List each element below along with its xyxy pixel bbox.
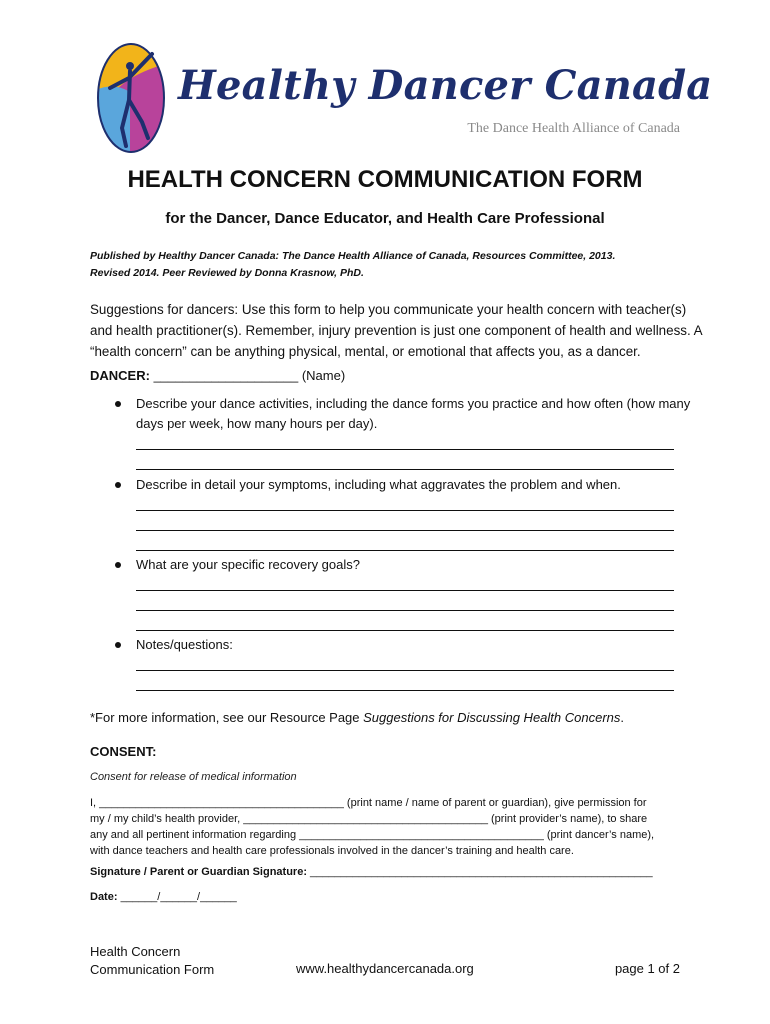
- consent-line: I, ________________________________________ (print name / name of parent or guardian), give permission for: [90, 797, 647, 809]
- answer-line[interactable]: [136, 595, 674, 615]
- intro-line: and health practitioner(s). Remember, injury prevention is just one component of health and wellness. A: [90, 323, 703, 338]
- question-text: days per week, how many hours per day).: [136, 416, 378, 431]
- dancer-label: DANCER:: [90, 368, 150, 383]
- dancer-name-hint: (Name): [301, 368, 346, 383]
- consent-subheading: Consent for release of medical information: [90, 771, 297, 783]
- question-item: [90, 555, 690, 575]
- bullet-icon: [115, 642, 121, 648]
- date-label: Date:: [90, 891, 118, 903]
- dancer-name-row: [90, 368, 345, 383]
- publication-line: Revised 2014. Peer Reviewed by Donna Krasnow, PhD.: [90, 267, 364, 279]
- answer-line[interactable]: [136, 454, 674, 474]
- question-item: [90, 394, 690, 434]
- organization-name: Healthy Dancer Canada: [178, 62, 713, 109]
- question-item: [90, 635, 690, 655]
- publication-line: Published by Healthy Dancer Canada: The Dance Health Alliance of Canada, Resources Committee, 2013.: [90, 250, 616, 262]
- footer-website: www.healthydancercanada.org: [296, 961, 474, 976]
- answer-line[interactable]: [136, 515, 674, 535]
- document-subtitle: for the Dancer, Dance Educator, and Health Care Professional: [165, 210, 605, 227]
- question-text: Notes/questions:: [136, 637, 233, 652]
- answer-line[interactable]: [136, 434, 674, 454]
- date-field[interactable]: ______/______/______: [117, 891, 237, 903]
- consent-line: my / my child’s health provider, ________________________________________ (print provider’s name), to share: [90, 813, 648, 825]
- consent-line: with dance teachers and health care professionals involved in the dancer’s training and health care.: [90, 845, 574, 857]
- signature-label: Signature / Parent or Guardian Signature:: [90, 866, 307, 878]
- consent-heading: CONSENT:: [90, 744, 157, 759]
- more-info-prefix: *For more information, see our Resource Page: [90, 710, 364, 725]
- more-info-suffix: .: [620, 710, 625, 725]
- answer-line[interactable]: [136, 495, 674, 515]
- footer-form-name: [90, 943, 214, 979]
- footer-line: Health Concern: [90, 944, 181, 959]
- document-title: HEALTH CONCERN COMMUNICATION FORM: [127, 166, 643, 193]
- question-text: Describe in detail your symptoms, including what aggravates the problem and when.: [136, 477, 621, 492]
- answer-line[interactable]: [136, 575, 674, 595]
- answer-line[interactable]: [136, 535, 674, 555]
- date-row: [90, 891, 237, 903]
- footer-line: Communication Form: [90, 962, 215, 977]
- questions-list: [90, 394, 690, 695]
- signature-field[interactable]: ________________________________________________________: [306, 866, 653, 878]
- answer-line[interactable]: [136, 655, 674, 675]
- question-text: Describe your dance activities, including the dance forms you practice and how often (how many: [136, 396, 691, 411]
- intro-paragraph: [90, 299, 703, 362]
- publication-note: [90, 248, 690, 282]
- consent-paragraph: [90, 795, 690, 859]
- question-item: [90, 475, 690, 495]
- bullet-icon: [115, 562, 121, 568]
- consent-line: any and all pertinent information regarding ________________________________________ (print dancer’s name),: [90, 829, 655, 841]
- bullet-icon: [115, 482, 121, 488]
- footer-page-number: page 1 of 2: [614, 961, 680, 976]
- dancer-name-field[interactable]: ____________________: [153, 368, 299, 383]
- organization-tagline: The Dance Health Alliance of Canada: [467, 121, 680, 136]
- intro-line: “health concern” can be anything physical, mental, or emotional that affects you, as a dancer.: [90, 344, 641, 359]
- bullet-icon: [115, 401, 121, 407]
- dancer-logo-icon: [96, 42, 166, 154]
- more-info-note: [90, 710, 624, 725]
- question-text: What are your specific recovery goals?: [136, 557, 360, 572]
- answer-line[interactable]: [136, 615, 674, 635]
- intro-line: Suggestions for dancers: Use this form to help you communicate your health concern with teacher(s): [90, 302, 687, 317]
- signature-row: [90, 866, 653, 878]
- answer-line[interactable]: [136, 675, 674, 695]
- resource-page-title: Suggestions for Discussing Health Concerns: [363, 710, 621, 725]
